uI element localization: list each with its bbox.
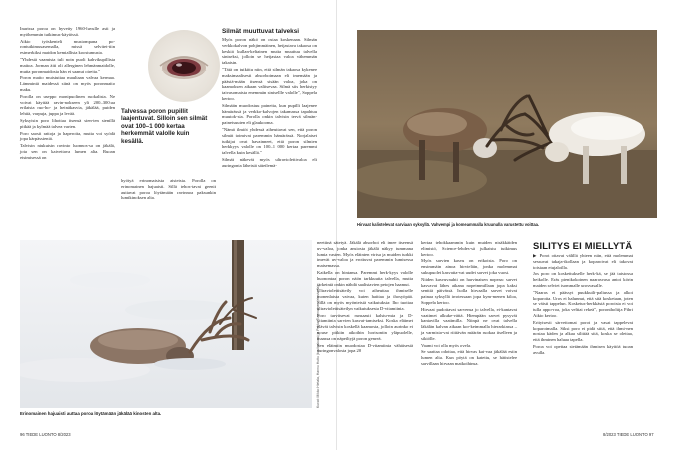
paragraph: Inarissa poroa on hyvetty 1960-luvulle asti ja myöhemmin tutkimus-käytössä. bbox=[20, 26, 115, 37]
right-folio: 8/2023 TIEDE LUONTO 97 bbox=[603, 432, 654, 437]
sidebar-column bbox=[533, 253, 633, 357]
top-photo-caption: Hirvaat kalistelevat sarviaan syksyllä. Vahvempi ja komeammalla kruunulla varustettu voittaa. bbox=[357, 222, 540, 227]
paragraph: Hirvaat pudottavat sarvensa jo talvella, ei-kantavat vaatimet alkuke-vättä. Hiempään sarvet pysyvät kantavilla vaatimilla. Niinpä ne ovat talvella läkälän kalvan aikaan kor-keimmalla hierarkiassa – ja varmista-vat riittävän määrän ruokaa itselleen ja sikiölle. bbox=[421, 306, 517, 341]
paragraph: Jos poro on koskettukselle herk-kä, se jää taistossa heikolle. Eräs pienikokoinen naarasvasa antoi körin maiden selviet isommalle urosvasalle. bbox=[533, 271, 633, 288]
paragraph: Porolla on useppo monipuolinen ruokalista. Ne voivat käyttää ravin-nokseen yli 200–300:aa erilaista ruo-ho- ja heinäkasvia, jäkälää, puiden lehtiä, varpuja, juppa ja levää. bbox=[20, 93, 115, 117]
paragraph: Sen eläimiin muodostaa D-vitamiinia vähäisestä auringonvalosta jopa 20 bbox=[317, 342, 413, 354]
paragraph: Myös sarvien kasvu on erikoista. Poro on ensimmäin ainoa hirvieläin, jonka molemmat sukupuolet kasvatta-vat uudet sarvet joka vuosi. bbox=[421, 258, 517, 275]
paragraph: Vaami voi olla myös ovela. bbox=[421, 342, 472, 348]
left-col-2 bbox=[121, 178, 216, 202]
paragraph: kertaa tehokkaammin kuin muiden nisäkkäiden elimistö, Science-lehdes-sä julkaistu tutkimus kertoo. bbox=[421, 240, 517, 257]
reindeer-snow-illustration bbox=[20, 240, 312, 408]
reindeer-snow-photo bbox=[20, 240, 312, 408]
paragraph: Niiden kasvuvauhti on harvinaisen nopeaa: sarvet kasvavat lähes aikana nopeimmillaan jopa kaksi senttiä päivässä. Isolla hirvaalla sarvet voivat painaa syksyllä irrotessaan jopa kym-menen kiloa, Soppela kertoo. bbox=[421, 276, 517, 305]
paragraph: Poroa voi opettaa sietämään ihmisen käyttöä tuoan avulla. bbox=[533, 343, 633, 355]
reindeer-eye-photo bbox=[148, 30, 220, 102]
paragraph: Myös poron näkö on ostaa koskenaan. Silmän verkkokalvon pohjimmäinen, heijastava takaosa on keskiä kullan-keltainen mutta muuttuu talvella siniseksi, jolloin se heijastaa valoa vähemmän takaisin. bbox=[222, 37, 317, 66]
left-col-1 bbox=[20, 26, 115, 162]
eye-pull-quote: Talvessa poron pupillit laajentuvat. Silloin sen silmät ovat 100–1 000 kertaa herkemmät valolle kuin kesällä. bbox=[121, 108, 208, 145]
photo-credit: Kuvat: Mikko Hietala, Hannu Huttu (kuvituskuva) ja Pekka Tuunnainen (etusivulla) bbox=[316, 285, 320, 408]
paragraph: Erityisesti särvettomat porot ja vasat tappelevat koparoimalla. Siksi poro ei pidä siitä, että ihmi-nen nostaa käden ja alkaa silittää sitä, koska se olettaa, että ihminen haluaa tapella. bbox=[533, 319, 633, 343]
paragraph: Syksyisin poro lihottaa itsensä sien-ten sienillä pitkää ja kylmää talvea varten. bbox=[20, 117, 115, 129]
paragraph: Silmään muodostuu paineita, kun pupilli laajenee hämärässä ja verkko-kalvojen takamassa tapahtuu muutok-sia. Porolla onkin talvisin tervä silmän-paineisuuten eli glaukooma. bbox=[222, 102, 317, 126]
eye-illustration bbox=[148, 30, 220, 102]
paragraph: Talvisin niukuisin ravinto luonnos-sa on jäkälä, jota sen on kaivettava lumen alta. Ruoan etsimisessä on bbox=[20, 143, 115, 160]
left-col-3 bbox=[222, 37, 317, 170]
paragraph: "Yhdestä vaamista tuli noin puoli kahvikupillista maitoa. Jorman äiti oli allerginen lehmänmaidolle, mutta poronmaidosta hän ei saanut oireita." bbox=[20, 56, 115, 74]
paragraph: Ultraviolettisäteily voi aiheuttaa ihmiselle monenlaista vaivaa, kuten haittaa ja ihosyöpää. Sillä on myös myönteisiä vaikutuksia: Iho tuottaa ultraviolettisäteilyn vaikutuksesta D-vitamiinia. bbox=[317, 288, 413, 311]
right-col-2 bbox=[421, 240, 517, 368]
paragraph: Aikio työskenteli mustompana po-rontutkimusasemalla, missä selvitet-tiin esimerkiksi maidon kemiallista koostumusta. bbox=[20, 38, 115, 56]
paragraph: "Naaras ei päässyt puukkuili-paliussa ja alkoi koparoita. Uros ei halunnut, että sitä kosketaan, joten se väisti tappelun. Kosketus-herkkästä poroista ei voi tulla appo-roa, joka veltiai rekeä", porontholtija Pihri Aikio kertoo. bbox=[533, 289, 633, 318]
paragraph: Kaikella on hintansa. Paremmi herk-kyys valolle huonontaa poron näön tarkkuutta talvella, mutta tärkeintä onkin nähdä saalistavien petojen haamut. bbox=[317, 269, 413, 287]
section-heading: Silmät muuttuvat talveksi bbox=[222, 28, 300, 35]
left-folio: 96 TIEDE LUONTO 8/2023 bbox=[20, 432, 71, 437]
bottom-photo-caption: Erinomainen hajuaisti auttaa poroa löytämään jäkälää kinosten alta. bbox=[20, 411, 162, 416]
paragraph: ▶ Porot ottavat välillä yhteen niin, että molemmat sessuvat takaja-tkollaan ja koparoivat eli takovat toisiaan etujaloilla. bbox=[533, 253, 633, 270]
paragraph: neettinä sätetyä. Jäkälä absorboi eli imee itseensä uv-valoa, jonka ansiosta jäkälä näkyy tummana lumia vasten. Myös eläinten virtsa ja muiden turkki imevät uv-valoa ja erottuvat paremmin lumisessa maisemassa. bbox=[317, 240, 413, 269]
paragraph: hyötyä erinomaisista aisteista. Porolla on erinomainen hajuaisti. Sillä tehos-tavat geenit auttavat poroa löytämään ravinnoa paksunkin lumikinoksen alta. bbox=[121, 178, 216, 201]
paragraph: Se saattaa odottaa, että hirvas kai-vaa jäkälää esiin lumen alta. Kun pöytä on katettu, se hätistelee sarvillaan hirvaan matkoihinsa. bbox=[421, 349, 517, 366]
paragraph: Poro tarvitsevat runsaasti kalsiu-mia ja D-vitamiinia sarvien kasvat-tamiseksi. Koska eläimet elävät talvisin koskellä kaamosta, jolloin aurinko ei nouse pitkiin aikoihin horisontin yläpuolelle, maassa on näpeiltyjä poron genreä. bbox=[317, 312, 413, 341]
paragraph: Poro saosii rattoja ja haperoita, mutta voi syödä jopa kärpässieniä. bbox=[20, 130, 115, 142]
paragraph: "Tätä on tutkittu niin, että silmän takaosa kykenee maksimaalisesti absorboimaan eli imemään ja päästä-mään itsensä sisään valoa, joka on kaamoksen aikaan valitsevaa. Silmä siis herkistyy taivasomaista enemmän sinisellle valolle", Soppela kertoo. bbox=[222, 66, 317, 101]
sidebar-heading: SILITYS EI MIELLYTÄ bbox=[533, 240, 633, 251]
paragraph: Silmät näkevät myös ultraviolettivaloa eli auringonta läheistä säteilemä- bbox=[222, 156, 317, 168]
right-col-1 bbox=[317, 240, 413, 355]
reindeer-fight-photo bbox=[357, 30, 657, 218]
paragraph: Poron maito muistuttaa maultaan valvaa kermaa. Lämmintä maidessä siinä on myös poronmaito maku. bbox=[20, 75, 115, 92]
reindeer-fight-illustration bbox=[357, 30, 657, 218]
paragraph: "Nämä ilmiöt yhdessä aiheuttavat sen, että poron silmät toimivat paremmin hämärässä. Norjalaiset tutkijat ovat havainneet, että poron silmien herkkyys valolle on 100–1 000 kertaa paremmi talvella kuin kesällä." bbox=[222, 126, 317, 156]
